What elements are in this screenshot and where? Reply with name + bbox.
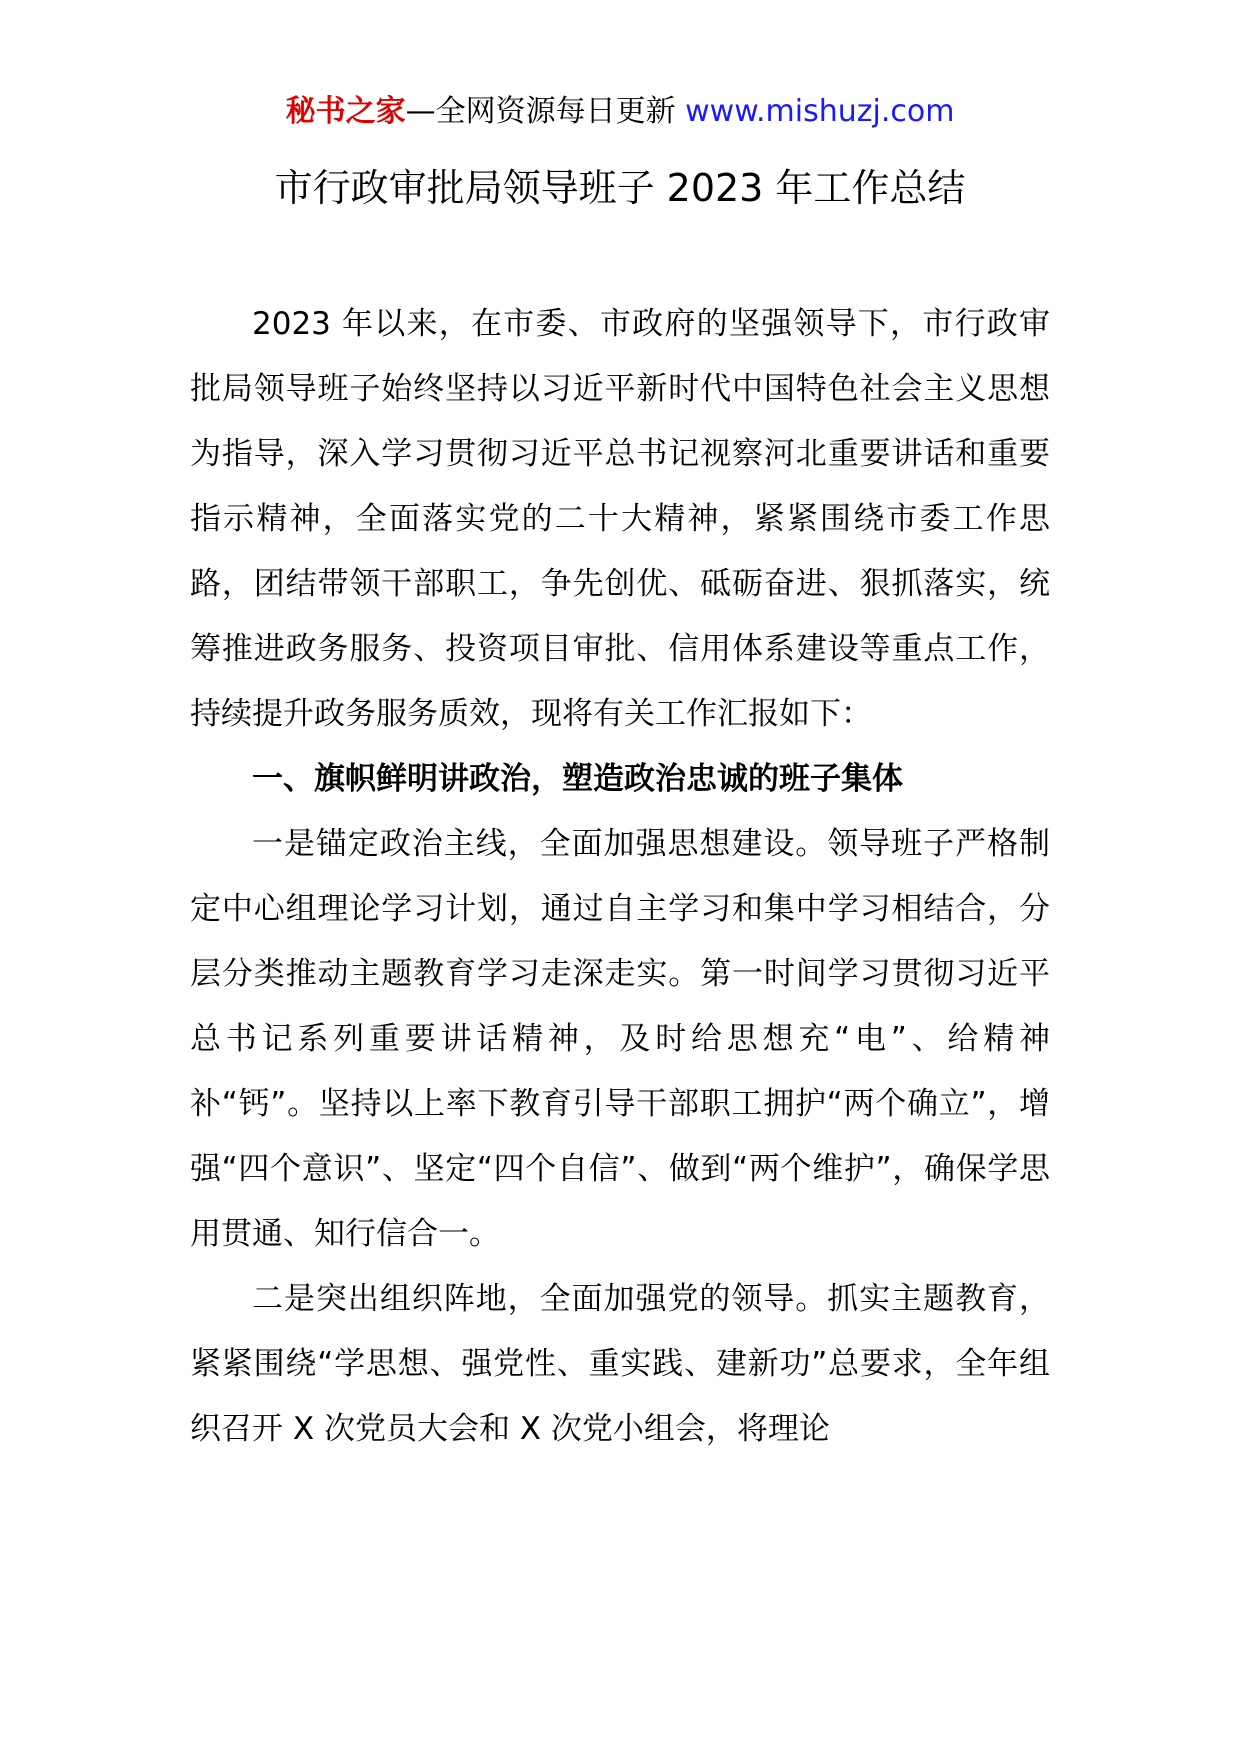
document-title: 市行政审批局领导班子 2023 年工作总结 — [274, 166, 966, 210]
site-url-link[interactable]: www.mishuzj.com — [685, 94, 955, 129]
body-paragraph-1: 一是锚定政治主线，全面加强思想建设。领导班子严格制定中心组理论学习计划，通过自主学习和集中学习相结合，分层分类推动主题教育学习走深走实。第一时间学习贯彻习近平总书记系列重要讲话精神，及时给思想充“电”、给精神补“钙”。坚持以上率下教育引导干部职工拥护“两个确立”，增强“四个意识”、坚定“四个自信”、做到“两个维护”，确保学思用贯通、知行信合一。 — [190, 826, 1050, 1252]
body-paragraph-2: 二是突出组织阵地，全面加强党的领导。抓实主题教育，紧紧围绕“学思想、强党性、重实践、建新功”总要求，全年组织召开 X 次党员大会和 X 次党小组会，将理论 — [190, 1281, 1050, 1447]
site-brand: 秘书之家 — [285, 94, 406, 129]
site-header — [0, 92, 1240, 132]
site-tagline: —全网资源每日更新 — [405, 94, 676, 129]
intro-paragraph: 2023 年以来，在市委、市政府的坚强领导下，市行政审批局领导班子始终坚持以习近平新时代中国特色社会主义思想为指导，深入学习贯彻习近平总书记视察河北重要讲话和重要指示精神，全面落实党的二十大精神，紧紧围绕市委工作思路，团结带领干部职工，争先创优、砥砺奋进、狠抓落实，统筹推进政务服务、投资项目审批、信用体系建设等重点工作，持续提升政务服务质效，现将有关工作汇报如下： — [190, 306, 1050, 732]
section-heading-1: 一、旗帜鲜明讲政治，塑造政治忠诚的班子集体 — [252, 761, 903, 797]
document-body — [190, 292, 1050, 1462]
